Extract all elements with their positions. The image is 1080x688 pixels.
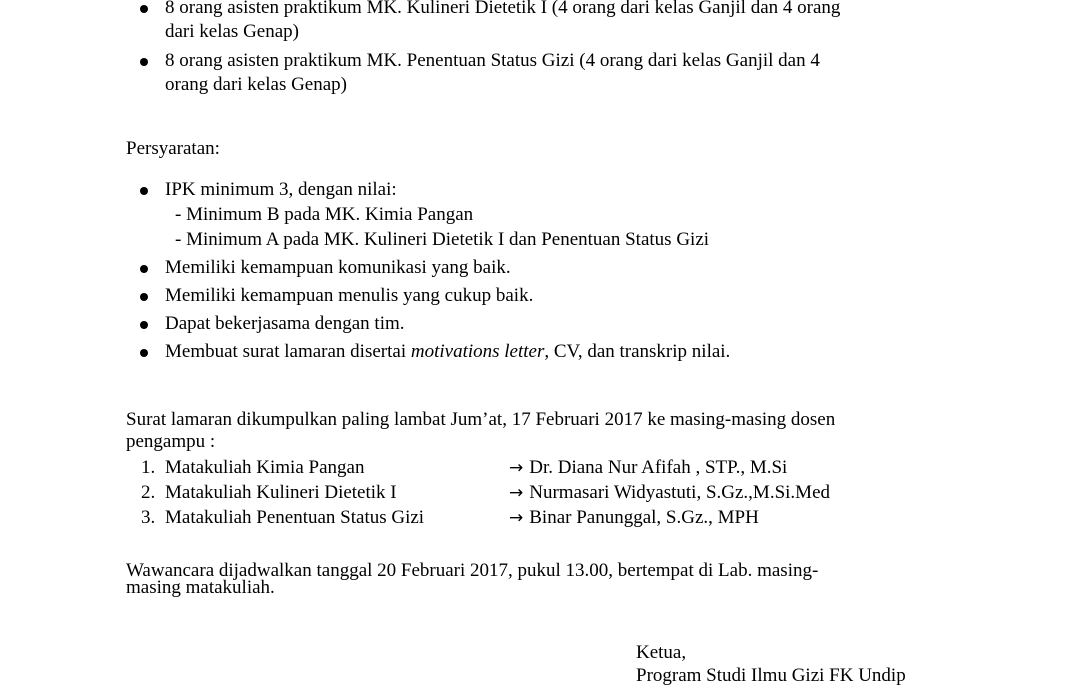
- ipk-sub-item: - Minimum A pada MK. Kulineri Dietetik I dan Penentuan Status Gizi: [175, 229, 710, 250]
- arrow-right-icon: →: [509, 458, 524, 478]
- bullet-text: orang dari kelas Genap): [165, 74, 348, 95]
- letter-suffix: , CV, dan transkrip nilai.: [544, 341, 731, 362]
- bullet-text: dari kelas Genap): [165, 21, 299, 42]
- lecturer-entry: [509, 506, 759, 530]
- bullet-icon: [140, 265, 148, 273]
- letter-italic: motivations letter: [410, 341, 545, 362]
- requirement-item: Dapat bekerjasama dengan tim.: [165, 313, 405, 334]
- course-number: 2.: [141, 482, 156, 503]
- lecturer-entry: [509, 456, 787, 480]
- arrow-right-icon: →: [509, 508, 524, 528]
- submission-line: Surat lamaran dikumpulkan paling lambat Jum’at, 17 Februari 2017 ke masing-masing dosen: [126, 409, 836, 430]
- letter-prefix: Membuat surat lamaran disertai: [165, 341, 411, 362]
- ipk-requirement: IPK minimum 3, dengan nilai:: [165, 179, 397, 200]
- course-number: 1.: [141, 457, 156, 478]
- bullet-icon: [140, 349, 148, 357]
- bullet-icon: [140, 58, 148, 66]
- lecturer-name: Nurmasari Widyastuti, S.Gz.,M.Si.Med: [529, 482, 831, 503]
- bullet-text: 8 orang asisten praktikum MK. Kulineri Dietetik I (4 orang dari kelas Ganjil dan 4 orang: [165, 0, 841, 18]
- lecturer-name: Binar Panunggal, S.Gz., MPH: [529, 507, 759, 528]
- arrow-right-icon: →: [509, 483, 524, 503]
- course-name: Matakuliah Kulineri Dietetik I: [165, 482, 397, 503]
- ipk-sub-item: - Minimum B pada MK. Kimia Pangan: [175, 204, 474, 225]
- requirements-heading: Persyaratan:: [126, 138, 220, 159]
- requirement-item: Memiliki kemampuan menulis yang cukup baik.: [165, 285, 534, 306]
- submission-line: pengampu :: [126, 431, 216, 452]
- bullet-icon: [140, 293, 148, 301]
- requirement-item-letter: [165, 340, 730, 364]
- bullet-icon: [140, 187, 148, 195]
- course-name: Matakuliah Kimia Pangan: [165, 457, 365, 478]
- lecturer-name: Dr. Diana Nur Afifah , STP., M.Si: [529, 457, 788, 478]
- lecturer-entry: [509, 481, 830, 505]
- signature-title: Ketua,: [636, 642, 687, 663]
- bullet-icon: [140, 321, 148, 329]
- bullet-icon: [140, 5, 148, 13]
- course-name: Matakuliah Penentuan Status Gizi: [165, 507, 425, 528]
- requirement-item: Memiliki kemampuan komunikasi yang baik.: [165, 257, 511, 278]
- bullet-text: 8 orang asisten praktikum MK. Penentuan Status Gizi (4 orang dari kelas Ganjil dan 4: [165, 50, 820, 71]
- interview-line: Wawancara dijadwalkan tanggal 20 Februari 2017, pukul 13.00, bertempat di Lab. masing-: [126, 560, 819, 581]
- interview-line: masing matakuliah.: [126, 577, 275, 598]
- course-number: 3.: [141, 507, 156, 528]
- signature-org: Program Studi Ilmu Gizi FK Undip: [636, 665, 906, 686]
